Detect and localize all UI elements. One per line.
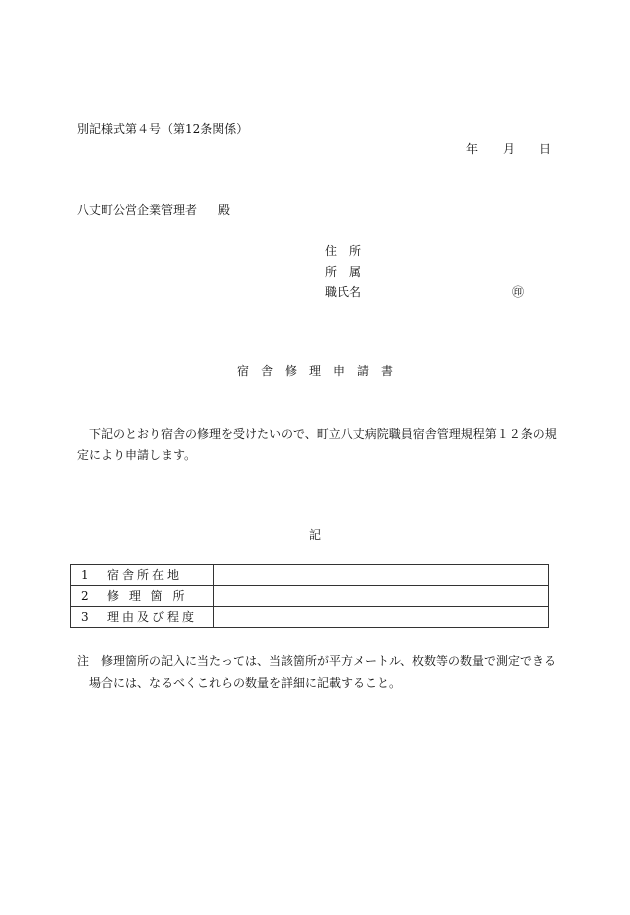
affiliation-label: 所 属: [325, 265, 362, 279]
row-label-text: 修 理 箇 所: [107, 589, 188, 603]
row-value-cell[interactable]: [214, 586, 549, 607]
table-row: [71, 607, 549, 628]
row-value-cell[interactable]: [214, 607, 549, 628]
note-line-2: 場合には、なるべくこれらの数量を詳細に記載すること。: [89, 676, 402, 690]
row-label-text: 宿舎所在地: [107, 568, 183, 582]
addressee-name: 八丈町公営企業管理者: [77, 203, 198, 217]
row-number: 1: [81, 568, 89, 582]
address-label: 住 所: [325, 244, 362, 258]
row-number: 2: [81, 589, 89, 603]
date-day: 日: [539, 142, 552, 156]
row-label-text: 理由及び程度: [107, 610, 198, 624]
note-line-1: 注 修理箇所の記入に当たっては、当該箇所が平方メートル、枚数等の数量で測定できる: [77, 654, 557, 668]
date-month: 月: [503, 142, 516, 156]
document-title: 宿舎修理申請書: [236, 364, 405, 378]
form-number: 別記様式第４号（第12条関係）: [77, 122, 249, 136]
row-label: [71, 586, 214, 607]
name-label: 職氏名: [325, 285, 362, 299]
row-number: 3: [81, 610, 89, 624]
table-row: [71, 565, 549, 586]
row-label: [71, 607, 214, 628]
date-year: 年: [466, 142, 479, 156]
row-value-cell[interactable]: [214, 565, 549, 586]
body-line-2: 定により申請します。: [77, 448, 197, 462]
ki-heading: 記: [308, 528, 321, 542]
body-line-1: 下記のとおり宿舎の修理を受けたいので、町立八丈病院職員宿舎管理規程第１２条の規: [89, 427, 557, 441]
details-table: [70, 564, 549, 628]
seal-mark: ㊞: [512, 285, 525, 299]
addressee-honorific: 殿: [218, 203, 231, 217]
table-row: [71, 586, 549, 607]
row-label: [71, 565, 214, 586]
